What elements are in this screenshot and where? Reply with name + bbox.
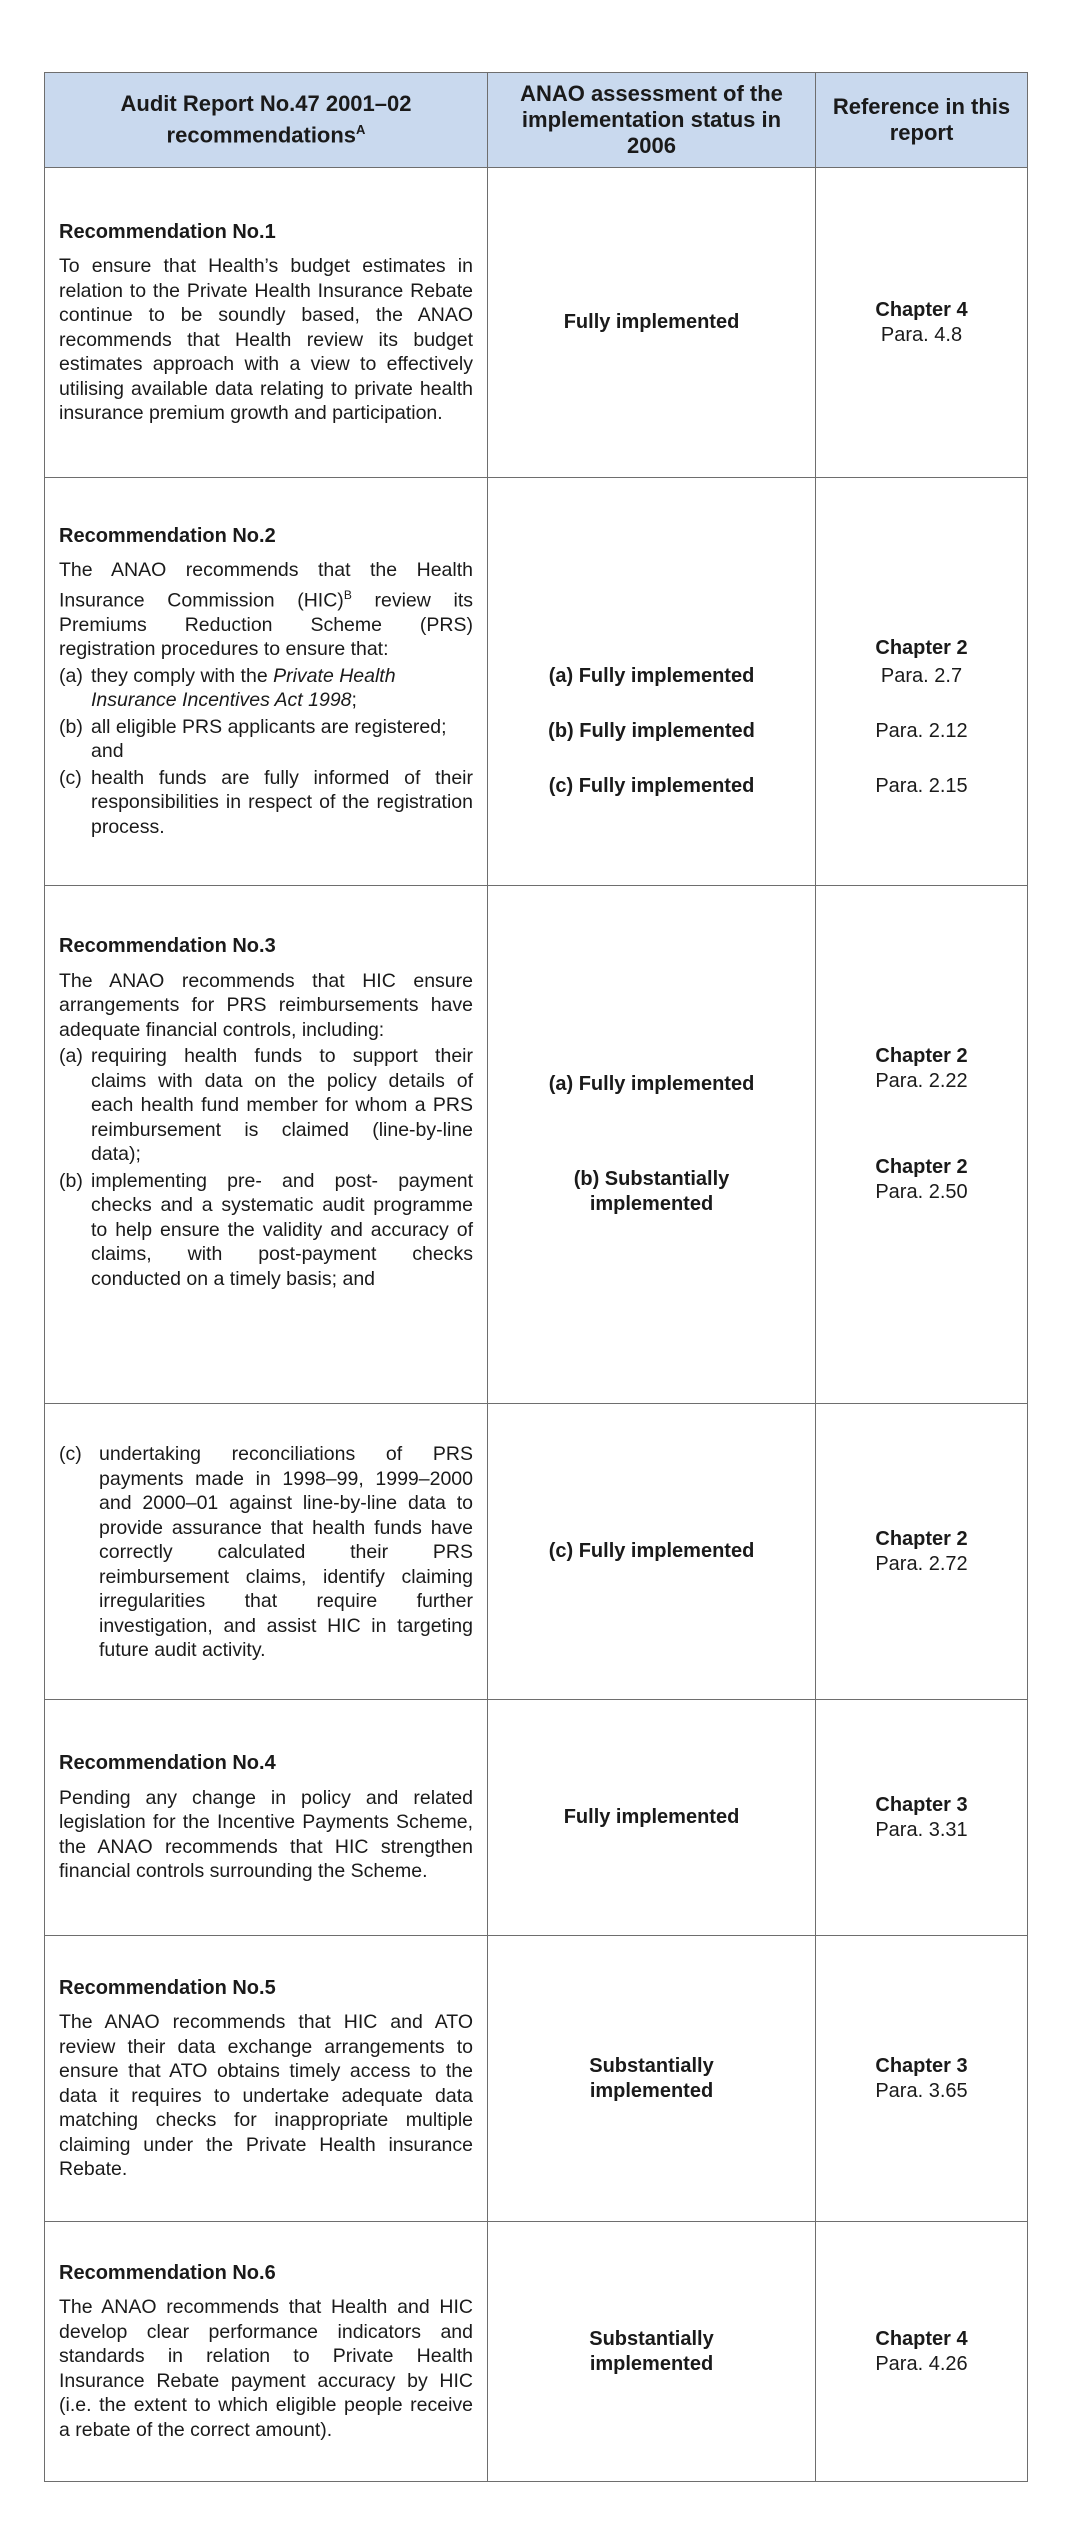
reference-cell [816,168,1028,478]
status-cell [488,2222,816,2482]
footnote-a-marker: A [356,122,366,138]
list-item [59,1169,473,1292]
status-cell: (c) Fully implemented [488,1404,816,1700]
item-text: implementing pre- and post- payment checks and a systematic audit programme to help ensure the validity and accuracy of claims, with post-payment checks conducted on a timely basis; and [91,1169,473,1290]
table-row [45,1404,1028,1700]
chapter-reference: Chapter 4 [875,298,968,321]
header-reference: Reference in this report [816,73,1028,168]
list-item [59,664,473,713]
status-line1: Substantially [589,2054,714,2077]
recommendation-text: To ensure that Health’s budget estimates in relation to the Private Health Insurance Rebate continue to be soundly based, the ANAO recommends that Health review its budget estimates approach with a view to effectively utilising available data relating to private health insurance premium growth and participation. [59,255,473,424]
status-line2: implemented [589,2352,714,2375]
chapter-reference: Chapter 4 [875,2327,968,2350]
table-row [45,478,1028,886]
recommendation-intro: The ANAO recommends that HIC ensure arrangements for PRS reimbursements have adequate financial controls, including: [59,969,473,1041]
recommendation-title: Recommendation No.5 [59,1976,276,1999]
chapter-reference: Chapter 2 [875,1527,968,1550]
status-a: (a) Fully implemented [548,665,755,687]
intro-text: The ANAO recommends that the Health Insurance Commission (HIC) [59,559,473,612]
status-c: (c) Fully implemented [548,775,755,797]
table-row [45,886,1028,1404]
para-reference: Para. 2.12 [875,720,968,742]
para-reference: Para. 2.72 [875,1552,968,1575]
recommendation-title: Recommendation No.3 [59,935,276,957]
reference-cell [816,1404,1028,1700]
reference-cell [816,478,1028,886]
status-cell [488,886,816,1404]
status-cell: Fully implemented [488,1700,816,1936]
recommendation-intro [59,558,473,662]
item-text: all eligible PRS applicants are registered; and [91,715,447,763]
status-line2: implemented [589,2079,714,2102]
para-reference: Para. 3.31 [875,1818,968,1841]
item-text-pre: they comply with the [91,664,274,687]
para-reference: Para. 4.8 [880,323,963,346]
header-col1-line2: recommendations [166,122,357,148]
recommendation-cell [45,478,488,886]
table-header-row [45,73,1028,168]
item-label: (b) [59,1169,83,1192]
item-label: (c) [59,766,82,789]
para-reference: Para. 2.50 [875,1181,968,1203]
header-assessment: ANAO assessment of the implementation status in 2006 [488,73,816,168]
reference-cell [816,886,1028,1404]
table-row [45,1936,1028,2222]
recommendation-cell [45,168,488,478]
status-cell [488,478,816,886]
status-cell [488,1936,816,2222]
para-reference: Para. 3.65 [875,2079,968,2102]
recommendations-table [44,72,1028,2482]
recommendation-text: Pending any change in policy and related legislation for the Incentive Payments Scheme, the ANAO recommends that HIC strengthen financial controls surrounding the Scheme. [59,1786,473,1883]
footnote-b-marker: B [343,587,352,602]
item-label: (b) [59,715,83,738]
reference-cell [816,1700,1028,1936]
item-text-post: ; [351,689,357,712]
reference-cell [816,1936,1028,2222]
item-text: requiring health funds to support their claims with data on the policy details of each health fund member for whom a PRS reimbursement is claimed (line-by-line data); [91,1045,473,1165]
list-item [59,1442,473,1663]
chapter-reference: Chapter 2 [875,1156,968,1178]
recommendation-text: The ANAO recommends that HIC and ATO review their data exchange arrangements to ensure that ATO obtains timely access to the data it requires to undertake adequate data matching checks for inappropriate multiple claiming under the Private Health insurance Rebate. [59,2011,473,2180]
item-label: (a) [59,664,83,687]
recommendation-cell [45,2222,488,2482]
chapter-reference: Chapter 3 [875,2054,968,2077]
recommendation-text: The ANAO recommends that Health and HIC develop clear performance indicators and standards in relation to Private Health Insurance Rebate payment accuracy by HIC (i.e. the extent to which eligible people receive a rebate of the correct amount). [59,2296,473,2441]
item-text: undertaking reconciliations of PRS payments made in 1998–99, 1999–2000 and 2000–01 against line-by-line data to provide assurance that health funds have correctly calculated their PRS reimbursement claims, identify claiming irregularities that require further investigation, and assist HIC in targeting future audit activity. [99,1443,473,1662]
act-title: Private Health Insurance Incentives Act 1998 [91,664,396,712]
list-item [59,715,473,764]
item-text [91,664,473,713]
para-reference: Para. 2.15 [875,775,968,797]
para-reference: Para. 4.26 [875,2352,968,2375]
para-reference: Para. 2.22 [875,1070,968,1092]
table-row [45,2222,1028,2482]
header-recommendations [45,73,488,168]
table-row [45,1700,1028,1936]
list-item [59,1044,473,1167]
table-row [45,168,1028,478]
item-label: (a) [59,1045,83,1067]
status-b-line1: (b) Substantially [573,1168,730,1190]
status-a: (a) Fully implemented [548,1073,755,1095]
list-item [59,766,473,840]
recommendation-title: Recommendation No.4 [59,1752,276,1775]
reference-cell [816,2222,1028,2482]
chapter-reference: Chapter 2 [875,637,968,659]
chapter-reference: Chapter 2 [875,1045,968,1067]
item-text: health funds are fully informed of their responsibilities in respect of the registration process. [91,766,473,838]
status-b-line2: implemented [589,1193,714,1215]
para-reference: Para. 2.7 [880,665,963,687]
recommendation-title: Recommendation No.6 [59,2261,276,2284]
status-cell: Fully implemented [488,168,816,478]
recommendation-cell [45,1700,488,1936]
status-b: (b) Fully implemented [548,720,755,742]
chapter-reference: Chapter 3 [875,1793,968,1816]
item-label: (c) [59,1443,82,1466]
recommendation-title: Recommendation No.2 [59,524,276,547]
recommendation-cell [45,1404,488,1700]
header-col1-line1: Audit Report No.47 2001–02 [120,91,412,117]
intro-text-cont: review its Premiums Reduction Scheme (PRS) registration procedures to ensure that: [59,589,474,661]
recommendation-cell [45,886,488,1404]
recommendation-title: Recommendation No.1 [59,220,276,243]
recommendation-cell [45,1936,488,2222]
status-line1: Substantially [589,2327,714,2350]
